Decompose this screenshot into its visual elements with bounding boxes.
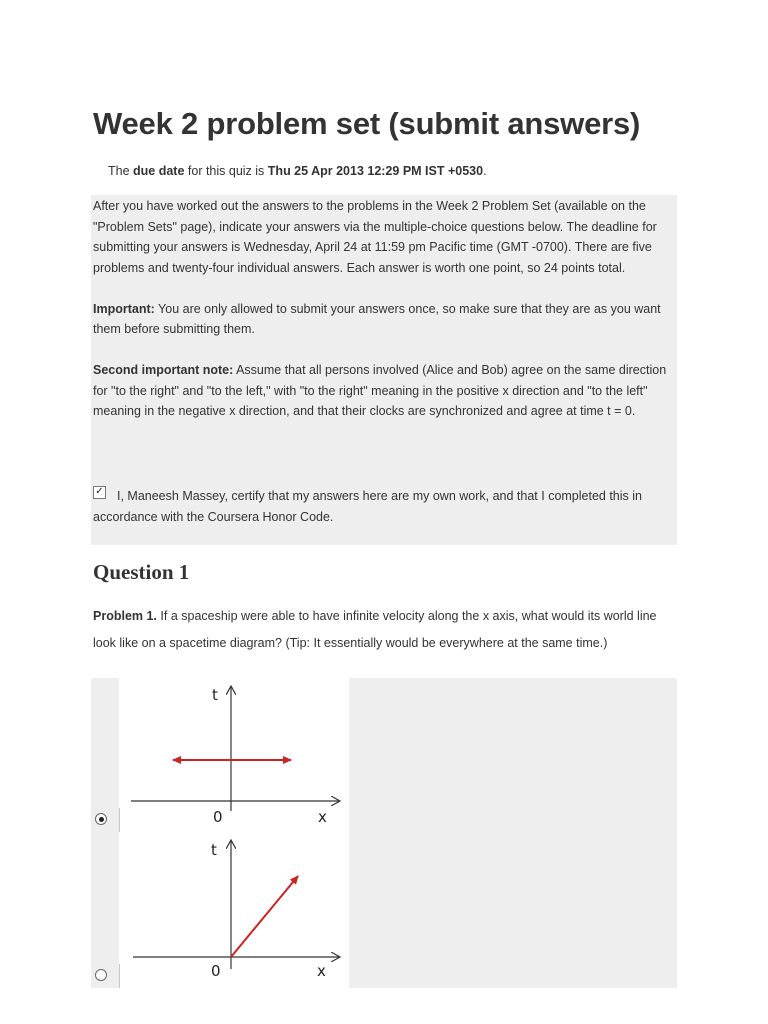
- worldline-arrow: [231, 876, 298, 957]
- option-divider: [119, 808, 120, 832]
- question-heading: Question 1: [93, 560, 190, 584]
- option-2-radio[interactable]: [95, 969, 107, 981]
- problem-statement: [93, 603, 678, 656]
- instructions-paragraph: After you have worked out the answers to the problems in the Week 2 Problem Set (available on the "Problem Sets" page), indicate your answers via the multiple-choice questions below. The deadline for submitting your answers is Wednesday, April 24 at 11:59 pm Pacific time (GMT -0700). There are five problems and twenty-four individual answers. Each answer is worth one point, so 24 points total.: [93, 199, 657, 275]
- answer-options-strip: [91, 678, 119, 988]
- problem-label: Problem 1.: [93, 609, 157, 623]
- page-title: Week 2 problem set (submit answers): [93, 106, 641, 141]
- second-note-text: Assume that all persons involved (Alice and Bob) agree on the same direction for "to the right" and "to the left," with "to the right" meaning in the positive x direction and "to the left" meaning in the negative x direction, and that their clocks are synchronized and agree at time t = 0.: [93, 363, 667, 418]
- radio-selected-dot: [99, 817, 104, 822]
- option-1-diagram[interactable]: [121, 679, 349, 831]
- second-note-label: Second important note:: [93, 363, 234, 377]
- origin-label: 0: [211, 962, 221, 980]
- due-date-line: [108, 164, 487, 178]
- instructions-text: [93, 196, 675, 442]
- second-important-note: [93, 360, 675, 422]
- option-2-diagram[interactable]: [121, 833, 349, 988]
- due-date-value: Thu 25 Apr 2013 12:29 PM IST +0530: [267, 164, 484, 178]
- option-divider: [119, 964, 120, 988]
- spacetime-diagram-horizontal: [121, 679, 349, 831]
- t-axis-label: t: [212, 686, 218, 704]
- important-label: Important:: [93, 301, 155, 316]
- important-note: [93, 299, 675, 340]
- checkmark-icon: ✓: [95, 486, 104, 497]
- honor-code-checkbox[interactable]: [93, 486, 106, 499]
- answer-options-panel: [349, 678, 677, 988]
- due-middle: for this quiz is: [184, 164, 268, 178]
- t-axis-label: t: [211, 841, 217, 859]
- honor-code-text: I, Maneesh Massey, certify that my answers here are my own work, and that I completed this in accordance with the Coursera Honor Code.: [93, 489, 642, 524]
- origin-label: 0: [213, 808, 223, 826]
- spacetime-diagram-diagonal: [121, 833, 349, 988]
- honor-code-row: [93, 486, 677, 528]
- important-text: You are only allowed to submit your answers once, so make sure that they are as you want them before submitting them.: [93, 301, 661, 336]
- problem-text: If a spaceship were able to have infinite velocity along the x axis, what would its world line look like on a spacetime diagram? (Tip: It essentially would be everywhere at the same time.): [93, 609, 657, 650]
- due-date-label: due date: [133, 164, 185, 178]
- option-1-radio[interactable]: [95, 813, 107, 825]
- x-axis-label: x: [318, 808, 327, 826]
- x-axis-label: x: [317, 962, 326, 980]
- due-prefix: The: [108, 164, 134, 178]
- due-suffix: .: [483, 164, 487, 178]
